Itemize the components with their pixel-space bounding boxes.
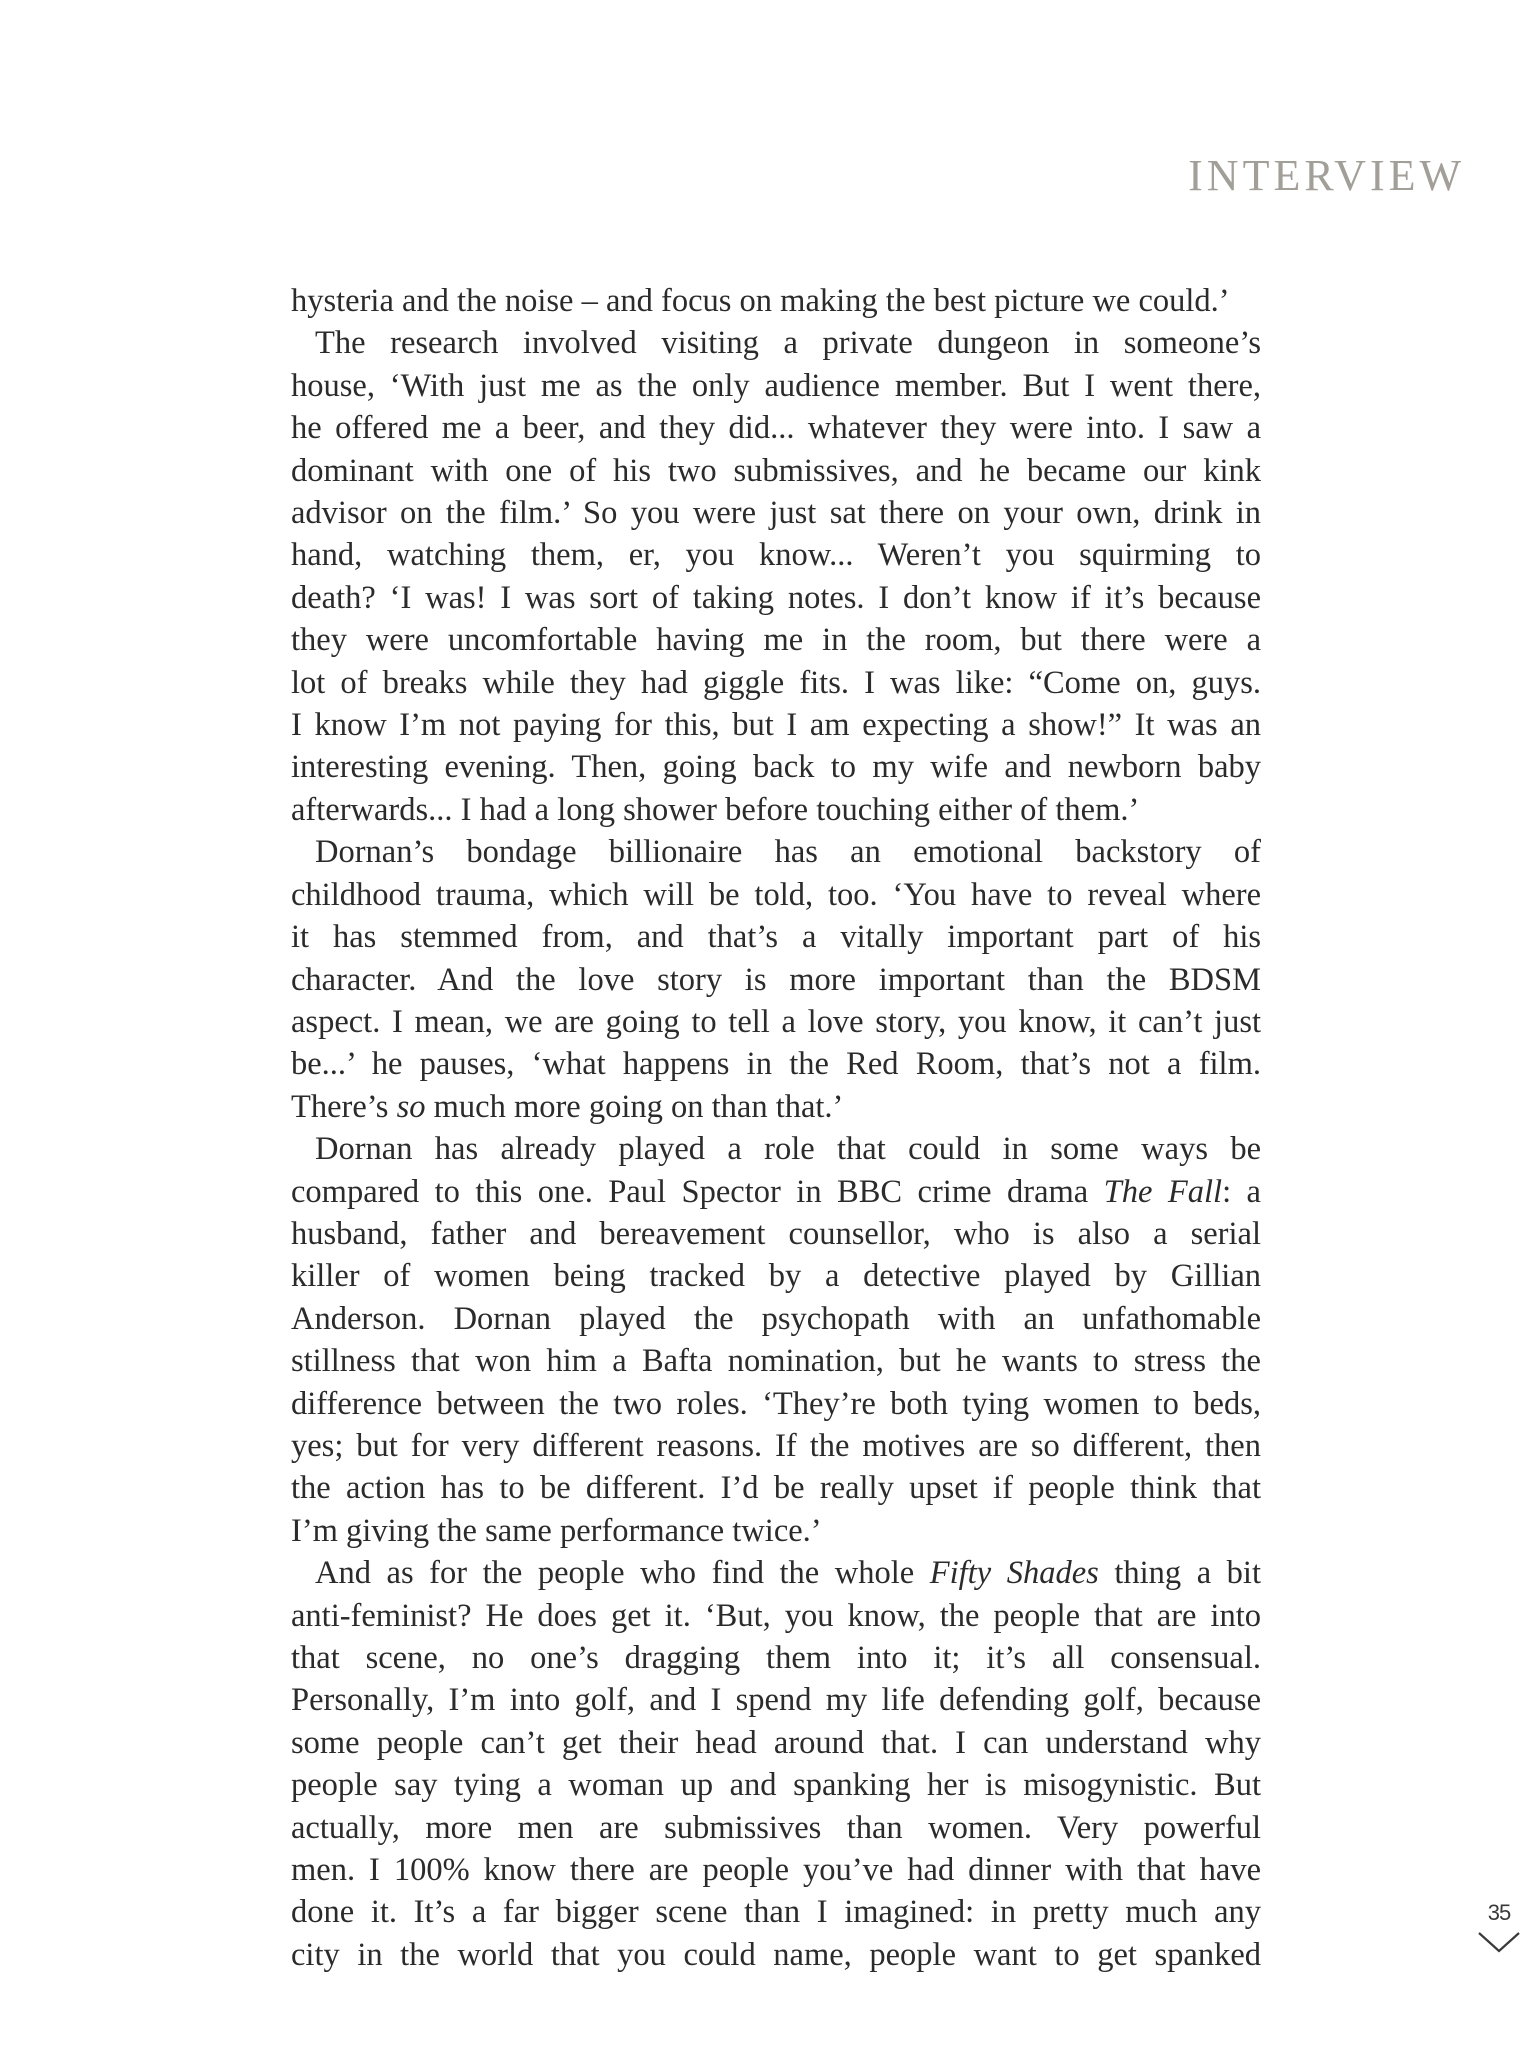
text-line: compared to this one. Paul Spector in BBC crime drama The Fall: a bbox=[291, 1173, 1261, 1210]
text-line: husband, father and bereavement counsellor, who is also a serial bbox=[291, 1215, 1261, 1252]
text-line: killer of women being tracked by a detective played by Gillian bbox=[291, 1258, 1261, 1295]
text-line: people say tying a woman up and spanking her is misogynistic. But bbox=[291, 1767, 1261, 1804]
emphasis: Fifty Shades bbox=[929, 1555, 1099, 1592]
emphasis: so bbox=[396, 1088, 426, 1125]
text-line: Anderson. Dornan played the psychopath with an unfathomable bbox=[291, 1300, 1261, 1337]
text-line: yes; but for very different reasons. If the motives are so different, then bbox=[291, 1427, 1261, 1464]
text-line: character. And the love story is more important than the BDSM bbox=[291, 961, 1261, 998]
text-line: stillness that won him a Bafta nomination, but he wants to stress the bbox=[291, 1343, 1261, 1380]
text-line: lot of breaks while they had giggle fits. I was like: “Come on, guys. bbox=[291, 664, 1261, 701]
text-line: death? ‘I was! I was sort of taking notes. I don’t know if it’s because bbox=[291, 579, 1261, 616]
article-paragraph bbox=[291, 322, 1261, 831]
emphasis: The Fall bbox=[1103, 1173, 1223, 1210]
text-line: actually, more men are submissives than women. Very powerful bbox=[291, 1809, 1261, 1846]
text-line: There’s so much more going on than that.’ bbox=[291, 1088, 844, 1125]
text-line: it has stemmed from, and that’s a vitally important part of his bbox=[291, 919, 1261, 956]
text-line: house, ‘With just me as the only audience member. But I went there, bbox=[291, 367, 1261, 404]
text-line: hysteria and the noise – and focus on making the best picture we could.’ bbox=[291, 283, 1230, 319]
article-paragraph bbox=[291, 1552, 1261, 1976]
text-line: some people can’t get their head around that. I can understand why bbox=[291, 1724, 1261, 1761]
text-line: And as for the people who find the whole Fifty Shades thing a bit bbox=[315, 1555, 1261, 1592]
text-line: difference between the two roles. ‘They’re both tying women to beds, bbox=[291, 1385, 1261, 1422]
text-line: dominant with one of his two submissives, and he became our kink bbox=[291, 452, 1261, 489]
text-line: that scene, no one’s dragging them into it; it’s all consensual. bbox=[291, 1640, 1261, 1676]
article-body bbox=[291, 280, 1261, 1976]
text-line: city in the world that you could name, people want to get spanked bbox=[291, 1936, 1261, 1973]
article-paragraph bbox=[291, 1128, 1261, 1552]
text-line: men. I 100% know there are people you’ve had dinner with that have bbox=[291, 1852, 1261, 1889]
article-paragraph bbox=[291, 280, 1261, 322]
text-line: the action has to be different. I’d be really upset if people think that bbox=[291, 1470, 1261, 1507]
text-line: be...’ he pauses, ‘what happens in the Red Room, that’s not a film. bbox=[291, 1046, 1261, 1083]
text-line: they were uncomfortable having me in the room, but there were a bbox=[291, 622, 1261, 659]
text-line: I know I’m not paying for this, but I am expecting a show!” It was an bbox=[291, 707, 1261, 744]
text-line: hand, watching them, er, you know... Weren’t you squirming to bbox=[291, 537, 1261, 574]
chevron-down-icon[interactable] bbox=[1477, 1930, 1521, 1954]
text-line: interesting evening. Then, going back to my wife and newborn baby bbox=[291, 749, 1261, 786]
text-line: Personally, I’m into golf, and I spend my life defending golf, because bbox=[291, 1682, 1261, 1719]
text-line: Dornan has already played a role that could in some ways be bbox=[315, 1131, 1261, 1168]
text-line: I’m giving the same performance twice.’ bbox=[291, 1512, 822, 1549]
article-paragraph bbox=[291, 831, 1261, 1128]
text-line: childhood trauma, which will be told, too. ‘You have to reveal where bbox=[291, 876, 1261, 913]
page-number: 35 bbox=[1487, 1900, 1511, 1925]
text-line: anti-feminist? He does get it. ‘But, you know, the people that are into bbox=[291, 1597, 1261, 1634]
text-line: done it. It’s a far bigger scene than I imagined: in pretty much any bbox=[291, 1894, 1261, 1931]
text-line: aspect. I mean, we are going to tell a love story, you know, it can’t just bbox=[291, 1003, 1261, 1040]
section-label: INTERVIEW bbox=[1188, 151, 1465, 200]
text-line: Dornan’s bondage billionaire has an emotional backstory of bbox=[315, 834, 1261, 871]
text-line: afterwards... I had a long shower before touching either of them.’ bbox=[291, 791, 1140, 828]
text-line: The research involved visiting a private dungeon in someone’s bbox=[315, 325, 1261, 362]
page-navigation bbox=[1474, 1900, 1524, 1954]
text-line: he offered me a beer, and they did... whatever they were into. I saw a bbox=[291, 410, 1261, 447]
text-line: advisor on the film.’ So you were just sat there on your own, drink in bbox=[291, 495, 1261, 532]
